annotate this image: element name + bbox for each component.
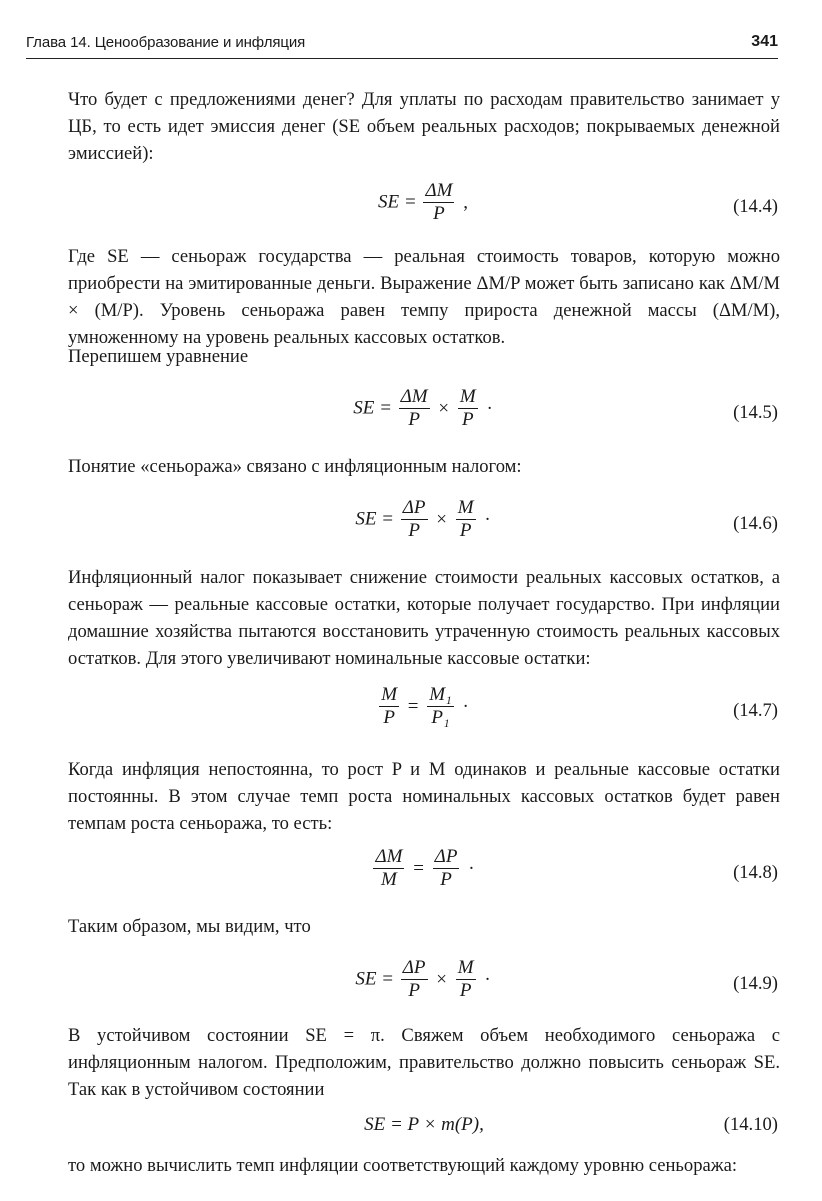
equation-14-6: SE = $\frac{\Delta P}{P}$ × $\frac{M}{P}$ · (14.6) [355, 497, 778, 541]
equation-number: (14.9) [733, 973, 778, 994]
equation-14-7: $\frac{M}{P}$ = $\frac{\text{M₁}}{\text{P₁}}$ · (14.7) [381, 684, 778, 728]
equation-14-5: SE = $\frac{\Delta M}{P}$ × $\frac{M}{P}$ · (14.5) [353, 386, 778, 430]
paragraph-6: Когда инфляция непостоянна, то рост P и M одинаков и реальные кассовые остатки постоянны. В этом случае темп роста номинальных кассовых остатков будет равен темпам роста сеньоража, то есть: [68, 759, 780, 834]
paragraph-4: Понятие «сеньоража» связано с инфляционным налогом: [68, 456, 522, 477]
equation-number: (14.5) [733, 402, 778, 423]
equation-number: (14.8) [733, 862, 778, 883]
eq-lhs: SE = [378, 191, 417, 213]
paragraph-9: то можно вычислить темп инфляции соответствующий каждому уровню сеньоража: [68, 1155, 738, 1176]
equation-number: (14.4) [733, 196, 778, 217]
equation-number: (14.7) [733, 700, 778, 721]
chapter-title: Глава 14. Ценообразование и инфляция [26, 34, 306, 51]
paragraph-1: Что будет с предложениями денег? Для уплаты по расходам правительство занимает у ЦБ, то есть идет эмиссия денег (SE объем реальных расходов; покрываемых денежной эмиссией): [68, 89, 780, 164]
equation-14-8: $\frac{\Delta M}{M}$ = $\frac{\Delta P}{P}$ · (14.8) [375, 846, 778, 890]
paragraph-5: Инфляционный налог показывает снижение стоимости реальных кассовых остатков, а сеньораж — реальные кассовые остатки, которые получает государство. При инфляции домашние хозяйства пытаются восстановить утраченную стоимость реальных кассовых остатков. Для этого увеличивают номинальные кассовые остатки: [68, 567, 780, 669]
equation-number: (14.10) [723, 1114, 778, 1135]
paragraph-3: Перепишем уравнение [68, 346, 249, 367]
paragraph-7: Таким образом, мы видим, что [68, 916, 311, 937]
equation-14-9: SE = $\frac{\Delta P}{P}$ × $\frac{M}{P}$ · (14.9) [355, 957, 778, 1001]
paragraph-8: В устойчивом состоянии SE = π. Свяжем объем необходимого сеньоража с инфляционным налогом. Предположим, правительство должно повысить сеньораж SE. Так как в устойчивом состоянии [68, 1025, 780, 1100]
equation-14-10: SE = P × m(P), (14.10) [364, 1114, 778, 1135]
equation-14-4: SE = $\frac{\Delta M}{P}$ , (14.4) [378, 180, 778, 224]
paragraph-2: Где SE — сеньораж государства — реальная стоимость товаров, которую можно приобрести на эмитированные деньги. Выражение ΔM/P может быть записано как ΔM/M × (M/P). Уровень сеньоража равен темпу прироста денежной массы (ΔM/M), умноженному на уровень реальных кассовых остатков. [68, 246, 780, 348]
page-number: 341 [751, 33, 778, 50]
equation-number: (14.6) [733, 513, 778, 534]
page-header [26, 30, 778, 59]
eq-fraction: $\frac{\Delta M}{P}$ [425, 180, 453, 224]
